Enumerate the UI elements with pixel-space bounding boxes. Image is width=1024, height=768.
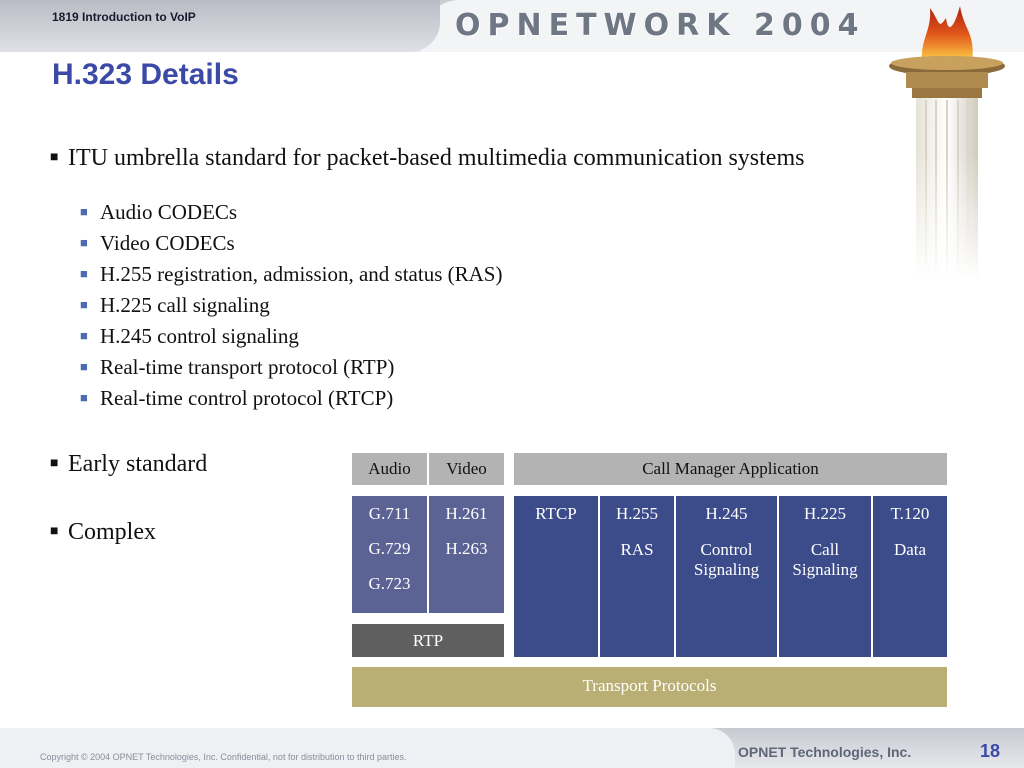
bullet-item [50, 452, 207, 476]
sub-bullet-text: H.245 control signaling [100, 324, 299, 348]
sub-bullet-item [80, 387, 393, 409]
bullet-item [50, 520, 156, 544]
course-title: 1819 Introduction to VoIP [52, 10, 196, 24]
audio-codec: G.723 [368, 574, 411, 593]
audio-codecs-box [352, 496, 427, 613]
bullet-text: Complex [68, 519, 156, 545]
rtp-box: RTP [352, 624, 504, 657]
stack-label: H.245 [705, 504, 748, 523]
sub-bullet-item [80, 232, 235, 254]
ras-box [600, 496, 674, 657]
stack-label: H.225 [803, 504, 847, 523]
conference-logo: OPNETWORK 2004 [455, 8, 866, 43]
sub-bullet-item [80, 325, 299, 347]
square-bullet-icon: ■ [80, 390, 88, 405]
stack-label: Call [810, 540, 840, 559]
stack-label: T.120 [890, 504, 930, 523]
data-box [873, 496, 947, 657]
sub-bullet-item [80, 263, 502, 285]
company-name: OPNET Technologies, Inc. [738, 744, 912, 760]
video-codec: H.261 [445, 504, 488, 523]
bullet-item [50, 146, 858, 170]
sub-bullet-text: Real-time transport protocol (RTP) [100, 355, 395, 379]
square-bullet-icon: ■ [80, 359, 88, 374]
square-bullet-icon: ■ [50, 150, 59, 165]
audio-codec: G.729 [368, 539, 411, 558]
video-codec: H.263 [445, 539, 488, 558]
sub-bullet-item [80, 294, 270, 316]
sub-bullet-text: Video CODECs [100, 231, 235, 255]
call-manager-header: Call Manager Application [514, 453, 947, 485]
square-bullet-icon: ■ [80, 328, 88, 343]
torch-column-icon [880, 0, 1024, 280]
sub-bullet-text: H.225 call signaling [100, 293, 270, 317]
square-bullet-icon: ■ [80, 235, 88, 250]
square-bullet-icon: ■ [80, 204, 88, 219]
header-course-tab [0, 0, 440, 52]
stack-label: RAS [620, 540, 654, 559]
square-bullet-icon: ■ [50, 456, 59, 471]
sub-bullet-item [80, 201, 237, 223]
stack-label: H.255 [615, 504, 659, 523]
stack-label: RTCP [535, 504, 577, 523]
footer-copyright-tab [0, 728, 735, 768]
bullet-text: ITU umbrella standard for packet-based multimedia communication systems [68, 145, 805, 171]
slide-title: H.323 Details [52, 58, 239, 91]
stack-label: Control [700, 540, 753, 559]
audio-header: Audio [352, 453, 427, 485]
sub-bullet-text: Audio CODECs [100, 200, 238, 224]
stack-label: Signaling [693, 560, 760, 579]
square-bullet-icon: ■ [80, 266, 88, 281]
square-bullet-icon: ■ [80, 297, 88, 312]
call-signaling-box [779, 496, 871, 657]
copyright-notice: Copyright © 2004 OPNET Technologies, Inc. Confidential, not for distribution to third parties. [40, 752, 407, 762]
sub-bullet-text: H.255 registration, admission, and status (RAS) [100, 262, 503, 286]
sub-bullet-item [80, 356, 394, 378]
control-signaling-box [676, 496, 777, 657]
video-header: Video [429, 453, 504, 485]
page-number: 18 [980, 741, 1001, 761]
sub-bullet-text: Real-time control protocol (RTCP) [100, 386, 394, 410]
video-codecs-box [429, 496, 504, 613]
transport-protocols-box: Transport Protocols [352, 667, 947, 707]
stack-label: Data [893, 540, 927, 559]
audio-codec: G.711 [368, 504, 411, 523]
square-bullet-icon: ■ [50, 524, 59, 539]
bullet-text: Early standard [68, 451, 208, 477]
stack-label: Signaling [792, 560, 858, 579]
rtcp-box [514, 496, 598, 657]
